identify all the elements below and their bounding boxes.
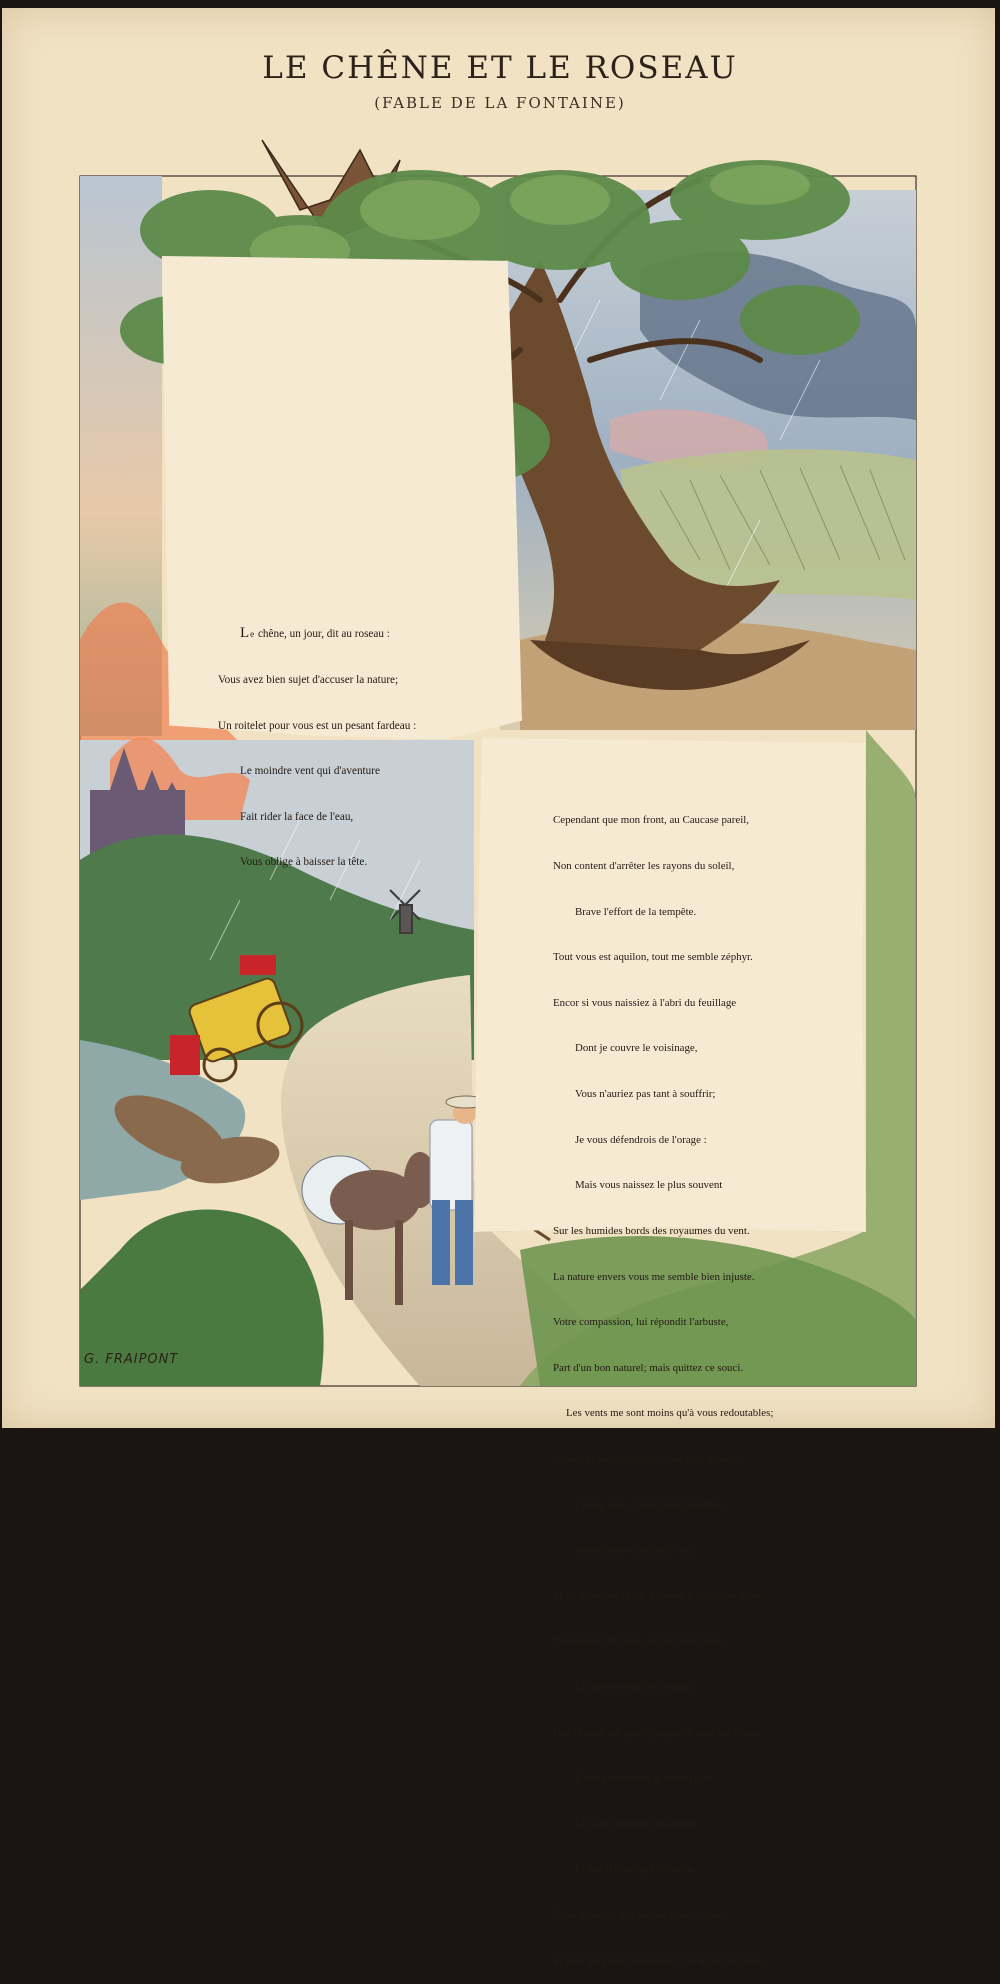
verse-line: Le moindre vent qui d'aventure [240,765,380,778]
verse-line: Part d'un bon naturel; mais quittez ce souci. [553,1361,744,1374]
verse-line: Je vous défendrois de l'orage : [575,1133,707,1146]
verse-line: Dont je couvre le voisinage, [575,1042,698,1055]
verse-line: Que le nord eût portés jusque-là dans ses flancs. [553,1726,763,1739]
verse-line: L'arbre tient bon; le roseau plie. [575,1772,714,1785]
verse-line: Non content d'arrêter les rayons du soleil, [553,860,735,873]
verse-line: Le chêne, un jour, dit au roseau : [240,625,390,642]
verse-line: Je plie, et ne romps pas. Vous avez jusqu'ici [553,1452,744,1465]
verse-line: Du bout de l'horizon accourt avec furie [553,1635,724,1648]
verse-line: Celui de qui la tête au ciel étoit voisine, [553,1909,726,1922]
verse-line: Vous n'auriez pas tant à souffrir; [575,1088,716,1101]
small-caps: e [250,629,256,640]
verse-line: Le vent redouble ses efforts, [575,1817,699,1830]
verse-line: Le plus terrible des enfants [575,1680,693,1693]
verse-line: Mais vous naissez le plus souvent [575,1179,723,1192]
page-title: LE CHÊNE ET LE ROSEAU [262,50,738,86]
drop-letter: L [240,625,251,642]
page-subtitle: (FABLE DE LA FONTAINE) [374,94,626,112]
verse-line: Les vents me sont moins qu'à vous redoutables; [566,1407,774,1420]
verse-line: Un roitelet pour vous est un pesant fardeau : [218,719,417,732]
verse-line: Encor si vous naissiez à l'abri du feuillage [553,996,737,1009]
verse-line: Et fait si bien qu'il déracine [575,1863,695,1876]
verse-line: Brave l'effort de la tempête. [575,905,697,918]
verse-line: Votre compassion, lui répondit l'arbuste, [553,1316,729,1329]
stanza-continuation [553,783,773,1984]
verse-line: Et dont les pieds touchoient à l'empire des morts. [553,1954,767,1967]
verse-line: Résisté sans courber le dos; [575,1544,696,1557]
verse-line: Tout vous est aquilon, tout me semble zéphyr. [553,951,753,964]
artist-signature: G. FRAIPONT [84,1352,179,1367]
verse-line: Contre leurs coups épouvantables [575,1498,722,1511]
verse-line: Vous oblige à baisser la tête. [240,856,368,869]
verse-line: Fait rider la face de l'eau, [240,810,354,823]
verse-line: Vous avez bien sujet d'accuser la nature; [218,674,399,687]
verse-line: La nature envers vous me semble bien injuste. [553,1270,755,1283]
verse-line: Cependant que mon front, au Caucase pareil, [553,814,749,827]
verse-line: Mais attendons la fin. Comme il disoit ces mots [553,1589,761,1602]
stanza-oak-speech [218,596,416,886]
verse-line: Sur les humides bords des royaumes du vent. [553,1224,750,1237]
